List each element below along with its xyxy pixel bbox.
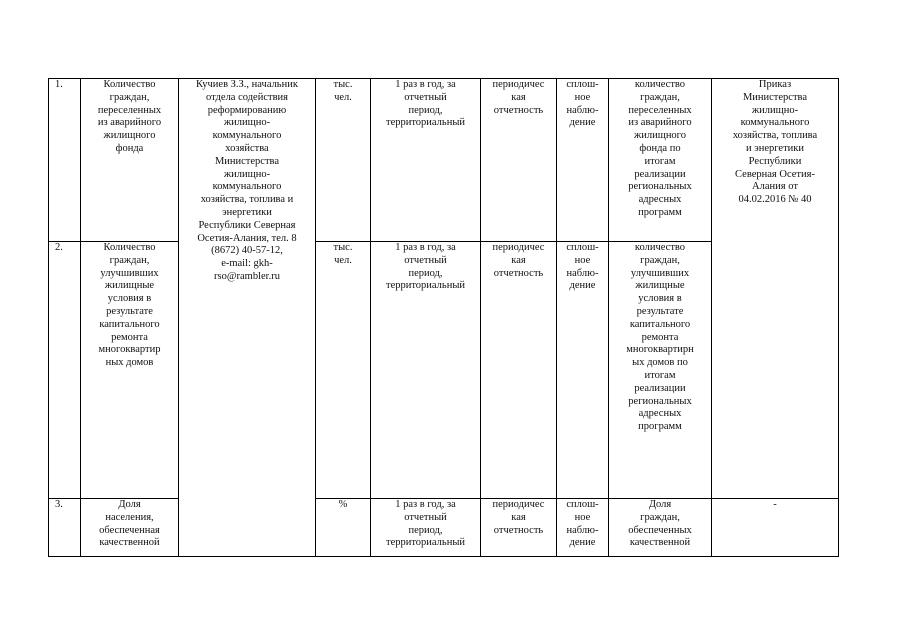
frequency: 1 раз в год, за отчетный период, территориальный bbox=[371, 79, 481, 242]
indicator-characteristic: Доля граждан, обеспеченных качественной bbox=[609, 499, 712, 557]
responsible-person: Кучиев З.З., начальник отдела содействия реформированию жилищно- коммунального хозяйства Министерства жилищно- коммунального хозяйства, топлива и энергетики Республики Северная Осетия-Алания, тел. 8 (8672) 40-57-12, e-mail: gkh- rso@rambler.ru bbox=[179, 79, 316, 557]
table-row bbox=[49, 79, 839, 242]
row-number: 2. bbox=[49, 242, 81, 499]
regulatory-document: Приказ Министерства жилищно- коммунального хозяйства, топлива и энергетики Республики Северная Осетия- Алания от 04.02.2016 № 40 bbox=[712, 79, 839, 499]
reporting-form: периодичес кая отчетность bbox=[481, 499, 557, 557]
reporting-form: периодичес кая отчетность bbox=[481, 242, 557, 499]
indicator-name: Доля населения, обеспеченная качественной bbox=[81, 499, 179, 557]
unit: тыс. чел. bbox=[316, 242, 371, 499]
collection-method: сплош- ное наблю- дение bbox=[557, 499, 609, 557]
frequency: 1 раз в год, за отчетный период, территориальный bbox=[371, 499, 481, 557]
collection-method: сплош- ное наблю- дение bbox=[557, 242, 609, 499]
indicator-characteristic: количество граждан, переселенных из аварийного жилищного фонда по итогам реализации региональных адресных программ bbox=[609, 79, 712, 242]
unit: тыс. чел. bbox=[316, 79, 371, 242]
indicator-name: Количество граждан, переселенных из аварийного жилищного фонда bbox=[81, 79, 179, 242]
row-number: 1. bbox=[49, 79, 81, 242]
indicators-table bbox=[48, 78, 839, 557]
indicator-characteristic: количество граждан, улучшивших жилищные условия в результате капитального ремонта многоквартирн ых домов по итогам реализации региональных адресных программ bbox=[609, 242, 712, 499]
reporting-form: периодичес кая отчетность bbox=[481, 79, 557, 242]
indicator-name: Количество граждан, улучшивших жилищные условия в результате капитального ремонта многоквартир ных домов bbox=[81, 242, 179, 499]
regulatory-document: - bbox=[712, 499, 839, 557]
frequency: 1 раз в год, за отчетный период, территориальный bbox=[371, 242, 481, 499]
collection-method: сплош- ное наблю- дение bbox=[557, 79, 609, 242]
table-row bbox=[49, 499, 839, 557]
unit: % bbox=[316, 499, 371, 557]
row-number: 3. bbox=[49, 499, 81, 557]
